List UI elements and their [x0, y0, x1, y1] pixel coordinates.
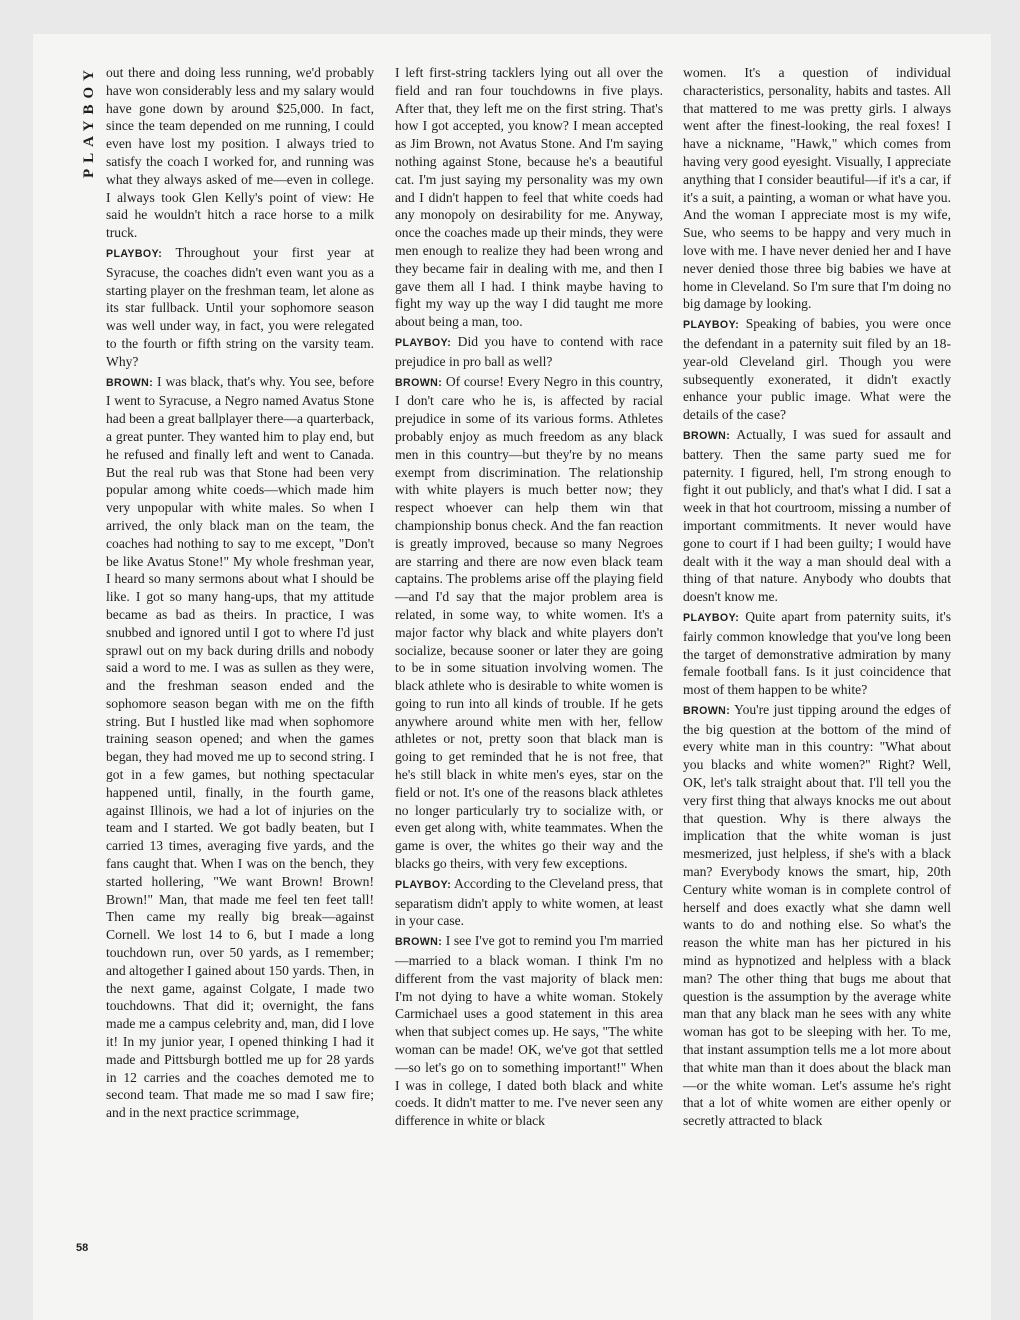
paragraph-text: According to the Cleveland press, that separatism didn't apply to white women, at least in your case. — [395, 875, 663, 929]
paragraph — [683, 64, 951, 313]
magazine-page — [33, 34, 991, 1320]
speaker-label: PLAYBOY: — [395, 336, 452, 349]
page-number: 58 — [76, 1242, 89, 1254]
paragraph-text: You're just tipping around the edges of the big question at the bottom of the mind of every white man in this country: "What about you blacks and white women?" Right? Well, OK, let's talk straight about that. I'll tell you the very first thing that always knocks me out about that question. Why is there always the implication that the white woman is just mesmerized, just helpless, if she's with a black man? Everybody knows the smart, hip, 20th Century white woman is in complete control of herself and does exactly what she damn well wants to do and nothing else. So what's the reason the white man has her pictured in his mind as hypnotized and helpless with a black man? The other thing that bugs me about that question is the assumption by the average white man that any black man he sees with any white woman has got to be sleeping with her. To me, that instant assumption tells me a lot more about that white man than it does about the black man—or the white woman. Let's assume he's right that a lot of white women are either openly or secretly attracted to black — [683, 701, 951, 1129]
speaker-label: PLAYBOY: — [683, 319, 740, 332]
text-column-3 — [683, 64, 951, 1132]
paragraph-text: Throughout your first year at Syracuse, the coaches didn't even want you as a starting player on the freshman team, let alone as its star fullback. Until your sophomore season was well under way, in fact, you were relegated to the fourth or fifth string on the varsity team. Why? — [106, 244, 374, 369]
paragraph-text: Actually, I was sued for assault and battery. Then the same party sued me for paternity. I figured, hell, I'm strong enough to fight it out publicly, and that's what I did. I sat a week in that hot courtroom, missing a number of important commitments. It never would have gone to court if I had been guilty; I would have dealt with it the way a man should deal with a thing of that nature. Anybody who doubts that doesn't know me. — [683, 426, 952, 605]
speaker-label: BROWN: — [683, 429, 731, 442]
paragraph — [683, 701, 951, 1130]
paragraph-text: Quite apart from paternity suits, it's fairly common knowledge that you've long been the target of demonstrative admiration by many female football fans. Is it just coincidence that most of them happen to be white? — [683, 608, 951, 698]
speaker-label: BROWN: — [106, 376, 154, 389]
masthead: PLAYBOY — [81, 64, 97, 178]
paragraph — [106, 373, 374, 1122]
speaker-label: BROWN: — [683, 704, 731, 717]
paragraph — [683, 608, 951, 699]
paragraph — [395, 333, 663, 371]
paragraph-text: I was black, that's why. You see, before I went to Syracuse, a Negro named Avatus Stone had been a great ballplayer there—a quarterback, a great punter. They wanted him to play end, but he refused and finally left and went to Canada. But the real rub was that Stone had been very popular among white coeds—which made him very unpopular with white males. So when I arrived, the only black man on the team, the coaches had nothing to say to me except, "Don't be like Avatus Stone!" My whole freshman year, I heard so many sermons about what I should be like. I got so many hang-ups, that my attitude became as bad as theirs. In practice, I was snubbed and ignored until I got to where I'd just sprawl out on my back during drills and nobody said a word to me. I was as sullen as they were, and the freshman season ended and the sophomore season began with me on the fifth string. But I hustled like mad when sophomore training season opened; and when the games began, they had moved me up to second string. I got in a few games, but nothing spectacular happened until, finally, in the fourth game, against Illinois, we had a lot of injuries on the team and I started. We got badly beaten, but I carried 13 times, averaging five yards, and the fans caught that. When I was on the bench, they started hollering, "We want Brown! Brown! Brown!" Man, that made me feel ten feet tall! Then came my really big break—against Cornell. We lost 14 to 6, but I made a long touchdown run, over 50 yards, as I remember; and altogether I gained about 150 yards. Then, in the next game, against Colgate, I made two touchdowns. That did it; overnight, the fans made me a campus celebrity and, man, did I love it! In my junior year, I opened thinking I had it made and Pittsburgh bottled me up for 28 yards in 12 carries and the coaches demoted me to second team. That made me so mad I saw fire; and in the next practice scrimmage, — [106, 373, 374, 1121]
paragraph-text: Speaking of babies, you were once the defendant in a paternity suit filed by an 18-year-old Cleveland girl. Though you were subsequently exonerated, it didn't exactly enhance your public image. What were the details of the case? — [683, 316, 952, 423]
paragraph — [683, 315, 951, 424]
paragraph — [395, 932, 663, 1130]
paragraph — [395, 373, 663, 873]
speaker-label: BROWN: — [395, 376, 443, 389]
paragraph — [106, 64, 374, 242]
paragraph — [683, 426, 951, 606]
paragraph-text: women. It's a question of individual characteristics, personality, habits and tastes. All that mattered to me was pretty girls. I always went after the finest-looking, the real foxes! I have a nickname, "Hawk," which comes from having very good eyesight. Visually, I appreciate anything that I consider beautiful—if it's a car, if it's a suit, a painting, a woman or what have you. And the woman I appreciate most is my wife, Sue, who seems to be happy and very much in love with me. I have never denied her and I have never denied those three big babies we have at home in Cleveland. So I'm sure that I'm doing no big damage by looking. — [683, 65, 951, 312]
speaker-label: BROWN: — [395, 936, 443, 949]
text-column-2 — [395, 64, 663, 1132]
paragraph-text: I left first-string tacklers lying out all over the field and ran four touchdowns in five plays. After that, they left me on the first string. That's how I got accepted, you know? I mean accepted as Jim Brown, not Avatus Stone. And I'm saying nothing against Stone, because he's a beautiful cat. I'm just saying my personality was my own and I didn't happen to feel that white coeds had any monopoly on desirability for me. Anyway, once the coaches made up their minds, they were men enough to realize they had been wrong and they became fair in dealing with me, and then I gave them all I had. I think maybe having to fight my way up the way I did taught me more about being a man, too. — [395, 65, 663, 330]
text-column-1 — [106, 64, 374, 1124]
paragraph — [395, 64, 663, 331]
paragraph — [106, 244, 374, 371]
speaker-label: PLAYBOY: — [106, 247, 163, 260]
paragraph-text: I see I've got to remind you I'm married—married to a black woman. I think I'm no different from the vast majority of black men: I'm not dying to have a white woman. Stokely Carmichael uses a good statement in this area when that subject comes up. He says, "The white woman can be made! OK, we've got that settled—so let's go on to something important!" When I was in college, I dated both black and white coeds. It didn't matter to me. I've never seen any difference in white or black — [395, 933, 663, 1129]
paragraph — [395, 875, 663, 930]
paragraph-text: Did you have to contend with race prejudice in pro ball as well? — [395, 333, 664, 369]
paragraph-text: out there and doing less running, we'd probably have won considerably less and my salary would have gone down by around $25,000. In fact, since the team depended on me running, I could even have lost my position. I always tried to satisfy the coach I worked for, and running was what they always asked of me—even in college. I always took Glen Kelly's point of view: He said he wouldn't hitch a race horse to a milk truck. — [106, 65, 374, 241]
speaker-label: PLAYBOY: — [395, 878, 452, 891]
speaker-label: PLAYBOY: — [683, 611, 740, 624]
paragraph-text: Of course! Every Negro in this country, I don't care who he is, is affected by racial prejudice in some of its various forms. Athletes probably enjoy as much freedom as any black men in this country—but they're by no means exempt from discrimination. The relationship with white players is much better now; they respect whoever can help them win that championship bonus check. And the fan reaction is greatly improved, because so many Negroes are starring and there are now even black team captains. The problems arise off the playing field—and I'd say that the major problem area is related, in some way, to white women. It's a major factor why black and white players don't socialize, because sooner or later they are going to be in some situation involving women. The black athlete who is desirable to white women is going to run into all kinds of trouble. If he gets anywhere around white men with her, fellow athletes or not, pretty soon that black man is going to get reminded that he is not free, that he's still black in white men's eyes, star on the field or not. It's one of the reasons black athletes no longer particularly try to socialize with, or even get along with, white teammates. When the game is over, the whites go their way and the blacks go theirs, with very few exceptions. — [395, 373, 663, 872]
